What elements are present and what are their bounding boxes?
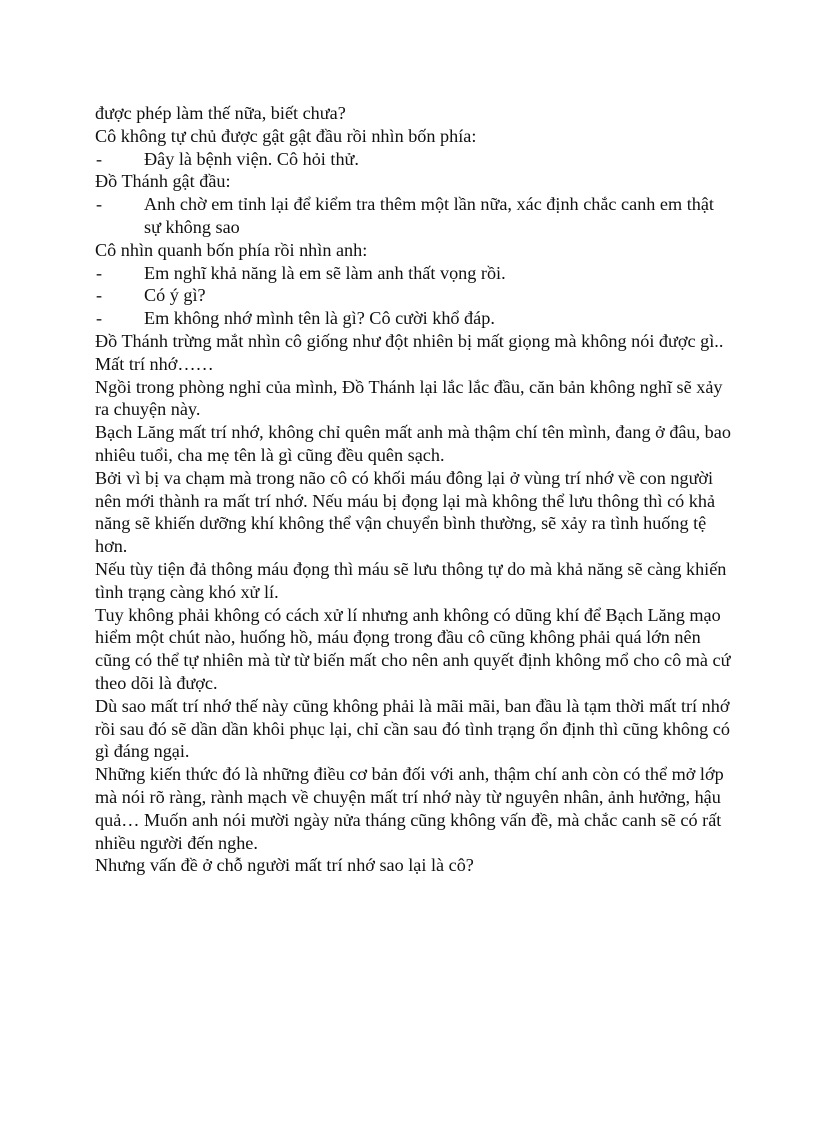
dialogue-text: Anh chờ em tỉnh lại để kiểm tra thêm một lần nữa, xác định chắc canh em thật sự không sao — [144, 194, 714, 237]
dialogue-dash: - — [96, 285, 103, 306]
dialogue-line — [95, 148, 735, 171]
paragraph: Nhưng vấn đề ở chỗ người mất trí nhớ sao lại là cô? — [95, 855, 474, 876]
dialogue-text: Em không nhớ mình tên là gì? Cô cười khổ đáp. — [144, 308, 495, 329]
paragraph: Cô nhìn quanh bốn phía rồi nhìn anh: — [95, 239, 368, 260]
dialogue-text: Đây là bệnh viện. Cô hỏi thử. — [144, 148, 359, 169]
body-text — [95, 102, 735, 877]
dialogue-line — [95, 193, 735, 239]
dialogue-line — [95, 284, 735, 307]
paragraph: Mất trí nhớ…… — [95, 353, 214, 374]
paragraph: Bởi vì bị va chạm mà trong não cô có khối máu đông lại ở vùng trí nhớ về con người nên mới thành ra mất trí nhớ. Nếu máu bị đọng lại mà không thể lưu thông thì có khả năng sẽ khiến dưỡng khí không thể vận chuyển bình thường, sẽ xảy ra tình huống tệ hơn. — [95, 467, 716, 557]
paragraph: Bạch Lăng mất trí nhớ, không chỉ quên mất anh mà thậm chí tên mình, đang ở đâu, bao nhiêu tuổi, cha mẹ tên là gì cũng đều quên sạch. — [95, 422, 731, 465]
dialogue-dash: - — [96, 148, 103, 169]
paragraph: Ngồi trong phòng nghỉ của mình, Đồ Thánh lại lắc lắc đầu, căn bản không nghĩ sẽ xảy ra chuyện này. — [95, 376, 723, 420]
paragraph: Đồ Thánh gật đầu: — [95, 171, 231, 192]
paragraph: Cô không tự chủ được gật gật đầu rồi nhìn bốn phía: — [95, 125, 477, 146]
dialogue-dash: - — [96, 262, 103, 283]
paragraph: được phép làm thế nữa, biết chưa? — [95, 103, 346, 123]
dialogue-text: Có ý gì? — [144, 285, 206, 306]
paragraph: Đồ Thánh trừng mắt nhìn cô giống như đột nhiên bị mất giọng mà không nói được gì.. — [95, 330, 724, 351]
dialogue-line — [95, 262, 735, 285]
dialogue-dash: - — [96, 308, 103, 329]
dialogue-dash: - — [96, 194, 103, 215]
paragraph: Nếu tùy tiện đả thông máu đọng thì máu sẽ lưu thông tự do mà khả năng sẽ càng khiến tình trạng càng khó xử lí. — [95, 558, 727, 602]
dialogue-line — [95, 307, 735, 330]
dialogue-text: Em nghĩ khả năng là em sẽ làm anh thất vọng rồi. — [144, 262, 506, 283]
paragraph: Tuy không phải không có cách xử lí nhưng anh không có dũng khí để Bạch Lăng mạo hiểm một chút nào, huống hồ, máu đọng trong đầu cô cũng không phải quá lớn nên cũng có thể tự nhiên mà từ từ biến mất cho nên anh quyết định không mổ cho cô mà cứ theo dõi là được. — [95, 604, 731, 693]
paragraph: Dù sao mất trí nhớ thế này cũng không phải là mãi mãi, ban đầu là tạm thời mất trí nhớ rồi sau đó sẽ dần dần khôi phục lại, chỉ cần sau đó tình trạng ổn định thì cũng không có gì đáng ngại. — [95, 695, 730, 762]
paragraph: Những kiến thức đó là những điều cơ bản đối với anh, thậm chí anh còn có thể mở lớp mà nói rõ ràng, rành mạch về chuyện mất trí nhớ này từ nguyên nhân, ảnh hưởng, hậu quả… Muốn anh nói mười ngày nửa tháng cũng không vấn đề, mà chắc canh sẽ có rất nhiều người đến nghe. — [95, 764, 724, 853]
